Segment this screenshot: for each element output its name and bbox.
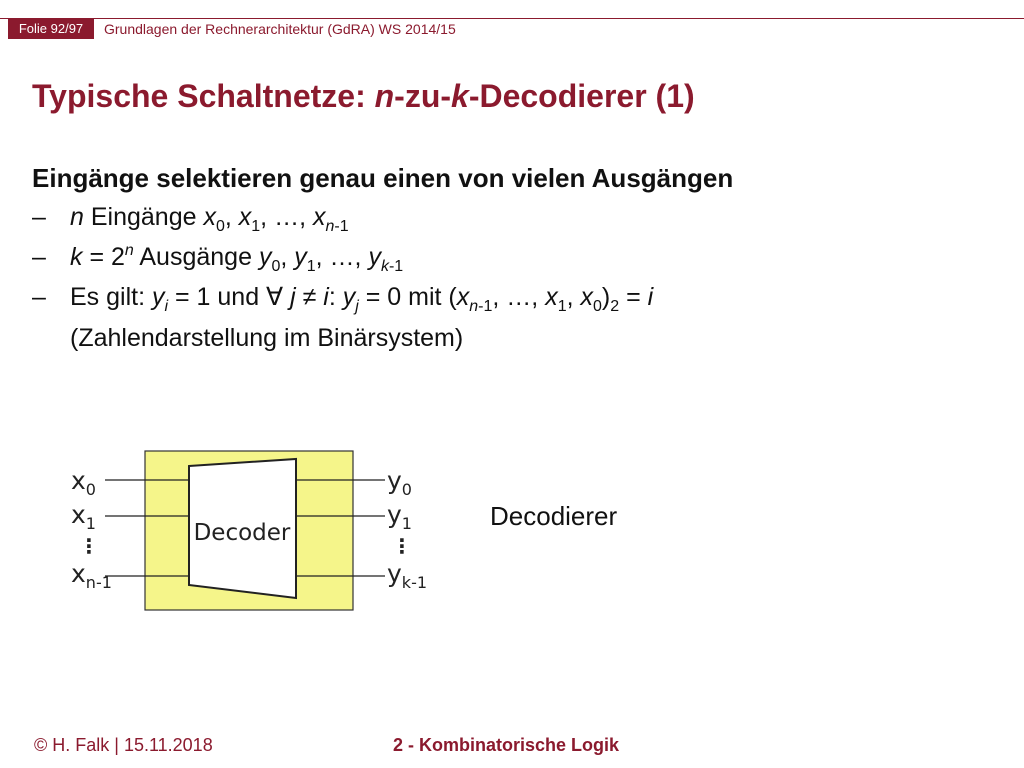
output-var: y [387,559,402,588]
var-k: k [70,243,83,271]
subscript-var: n [325,218,335,235]
input-ellipsis: ⋮ [79,534,99,558]
condition-part: , …, [492,283,546,311]
title-part-1: Typische Schaltnetze: [32,78,375,114]
condition-part: = 0 mit ( [358,283,457,311]
condition-part: ≠ [295,283,324,311]
bullet-dash: – [32,203,46,231]
slide-number-badge: Folie 92/97 [8,19,94,39]
output-subscript: k-1 [401,573,428,592]
bullet-inputs [32,197,653,237]
subscript: 0 [593,298,602,315]
condition-part: : [328,283,343,311]
var-y: y [258,243,272,271]
output-label-y0 [387,466,412,499]
var-y: y [294,243,307,271]
subscript-var: i [164,298,169,315]
input-subscript: 0 [85,480,96,499]
subscript-var: n [469,298,479,315]
bullet-condition [32,277,653,317]
subscript-var: k [380,258,389,275]
var-x: x [238,203,252,231]
subscript-minus: -1 [478,298,493,315]
lead-statement: Eingänge selektieren genau einen von vielen Ausgängen [32,163,734,193]
output-label-y1 [387,500,412,533]
subscript-minus: -1 [388,258,404,275]
equation-part: = 2 [82,243,125,271]
bullet-text: Ausgänge [133,243,259,271]
input-subscript: 1 [85,514,96,533]
bullet-continuation: (Zahlendarstellung im Binärsystem) [70,324,464,352]
superscript-var: n [124,242,134,259]
bullet-list [32,197,653,317]
output-var: y [387,500,402,529]
subscript: 0 [271,258,281,275]
var-i: i [647,283,654,311]
separator: , [224,203,239,231]
subscript: 1 [251,218,261,235]
var-y: y [368,243,381,271]
input-label-x0 [71,466,96,499]
footer-author-date: © H. Falk | 15.11.2018 [34,735,213,755]
output-subscript: 1 [401,514,412,533]
output-var: y [387,466,402,495]
var-x: x [545,283,558,311]
subscript: 1 [306,258,316,275]
condition-part: , [566,283,581,311]
bullet-dash: – [32,243,46,271]
input-label-x1 [71,500,96,533]
subscript: 1 [557,298,567,315]
bullet-text: Eingänge [83,203,204,231]
subscript: 0 [215,218,225,235]
input-subscript: n-1 [85,573,112,592]
diagram-caption: Decodierer [490,501,618,531]
condition-part: = 1 und ∀ [168,283,291,311]
var-x: x [580,283,593,311]
var-n: n [70,203,84,231]
superscript [125,242,134,259]
condition-part: ) [601,283,611,311]
separator: , …, [260,203,313,231]
var-x: x [203,203,216,231]
input-var: x [71,500,86,529]
title-part-3: -Decodierer (1) [468,78,695,114]
course-title: Grundlagen der Rechnerarchitektur (GdRA) WS 2014/15 [104,21,456,37]
input-var: x [71,466,86,495]
subscript [381,258,403,275]
decoder-diagram [60,440,460,620]
footer-chapter: 2 - Kombinatorische Logik [393,735,620,755]
subscript: 2 [610,298,620,315]
var-x: x [312,203,326,231]
bullet-outputs [32,237,653,277]
subscript [469,298,492,315]
title-k: k [451,78,469,114]
separator: , …, [315,243,369,271]
var-j: j [290,283,296,311]
condition-part: Es gilt: [70,283,152,311]
condition-part: = [619,283,648,311]
var-x: x [456,283,470,311]
separator: , [280,243,295,271]
title-part-2: -zu- [394,78,452,114]
header-rule [0,18,1024,19]
input-var: x [71,559,86,588]
title-n: n [374,78,395,114]
var-y: y [342,283,356,311]
subscript [325,218,348,235]
subscript-minus: -1 [334,218,349,235]
output-ellipsis: ⋮ [392,534,412,558]
bullet-dash: – [32,283,46,311]
page-title [32,76,695,116]
output-label-yk-1 [387,559,427,592]
var-i: i [323,283,329,311]
subscript-var: j [355,298,359,315]
output-subscript: 0 [401,480,412,499]
decoder-block-label: Decoder [193,520,291,546]
var-y: y [151,283,165,311]
input-label-xn-1 [71,559,112,592]
